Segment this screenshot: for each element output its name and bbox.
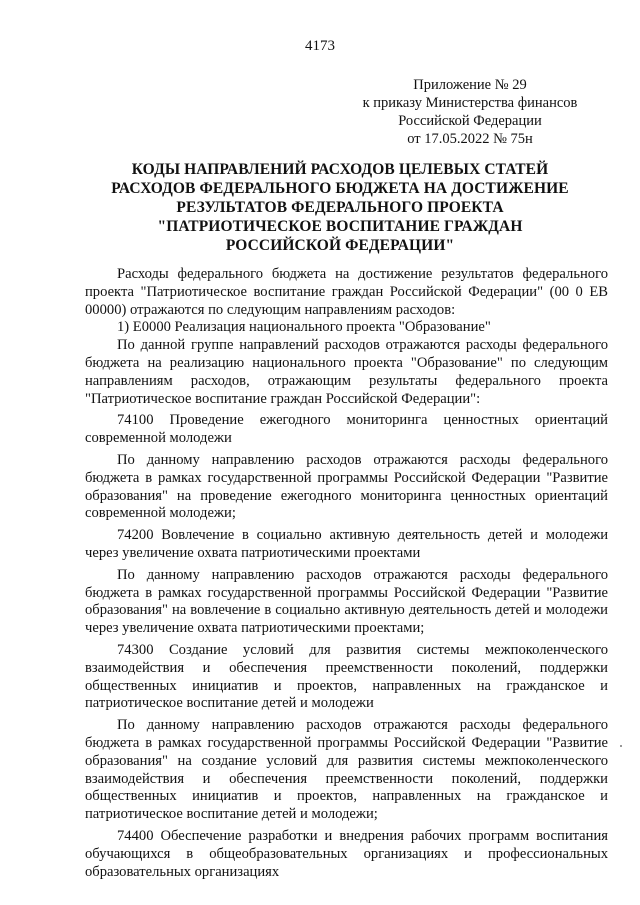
code-74300-heading: 74300 Создание условий для развития системы межпоколенческого взаимодействия и обеспечения преемственности поколений, поддержки общественных инициатив и проектов, направленных на гражданское и патриотическое воспитание детей и молодежи xyxy=(85,641,608,712)
code-74200-heading: 74200 Вовлечение в социально активную деятельность детей и молодежи через увеличение охвата патриотическими проектами xyxy=(85,527,608,561)
intro-paragraph: Расходы федерального бюджета на достижение результатов федерального проекта "Патриотическое воспитание граждан Российской Федерации" (00 0 ЕВ 00000) отражаются по следующим направлениям расходов: xyxy=(85,266,608,318)
document-title xyxy=(70,160,610,255)
code-74400-heading: 74400 Обеспечение разработки и внедрения рабочих программ воспитания обучающихся в общеобразовательных организациях и профессиональных образовательных организациях xyxy=(85,827,608,880)
code-74200-description: По данному направлению расходов отражаются расходы федерального бюджета в рамках государственной программы Российской Федерации "Развитие образования" на вовлечение в социально активную деятельность детей и молодежи через увеличение охвата патриотическими проектами; xyxy=(85,566,608,637)
page-number: 4173 xyxy=(305,38,335,54)
title-line-5: РОССИЙСКОЙ ФЕДЕРАЦИИ" xyxy=(225,237,455,254)
scan-speck xyxy=(620,745,622,747)
title-line-3: РЕЗУЛЬТАТОВ ФЕДЕРАЛЬНОГО ПРОЕКТА xyxy=(176,199,504,216)
appendix-line-1: Приложение № 29 xyxy=(413,77,527,93)
appendix-line-4: от 17.05.2022 № 75н xyxy=(407,131,533,147)
title-line-1: КОДЫ НАПРАВЛЕНИЙ РАСХОДОВ ЦЕЛЕВЫХ СТАТЕЙ xyxy=(131,161,549,178)
section-heading: 1) Е0000 Реализация национального проекта "Образование" xyxy=(117,319,491,336)
title-line-2: РАСХОДОВ ФЕДЕРАЛЬНОГО БЮДЖЕТА НА ДОСТИЖЕНИЕ xyxy=(111,180,569,197)
title-line-4: "ПАТРИОТИЧЕСКОЕ ВОСПИТАНИЕ ГРАЖДАН xyxy=(157,218,523,235)
section-description: По данной группе направлений расходов отражаются расходы федерального бюджета на реализацию национального проекта "Образование" по следующим направлениям расходов, отражающим результаты федерального проекта "Патриотическое воспитание граждан Российской Федерации": xyxy=(85,337,608,407)
code-74100-description: По данному направлению расходов отражаются расходы федерального бюджета в рамках государственной программы Российской Федерации "Развитие образования" на проведение ежегодного мониторинга ценностных ориентаций современной молодежи; xyxy=(85,451,608,522)
document-body xyxy=(85,266,608,881)
appendix-line-3: Российской Федерации xyxy=(398,113,542,129)
code-74300-description: По данному направлению расходов отражаются расходы федерального бюджета в рамках государственной программы Российской Федерации "Развитие образования" на создание условий для развития системы межпоколенческого взаимодействия и обеспечения преемственности поколений, поддержки общественных инициатив и проектов, направленных на гражданское и патриотическое воспитание детей и молодежи; xyxy=(85,717,608,823)
code-74100-heading: 74100 Проведение ежегодного мониторинга ценностных ориентаций современной молодежи xyxy=(85,412,608,447)
appendix-block xyxy=(350,76,590,148)
appendix-line-2: к приказу Министерства финансов xyxy=(362,95,578,111)
